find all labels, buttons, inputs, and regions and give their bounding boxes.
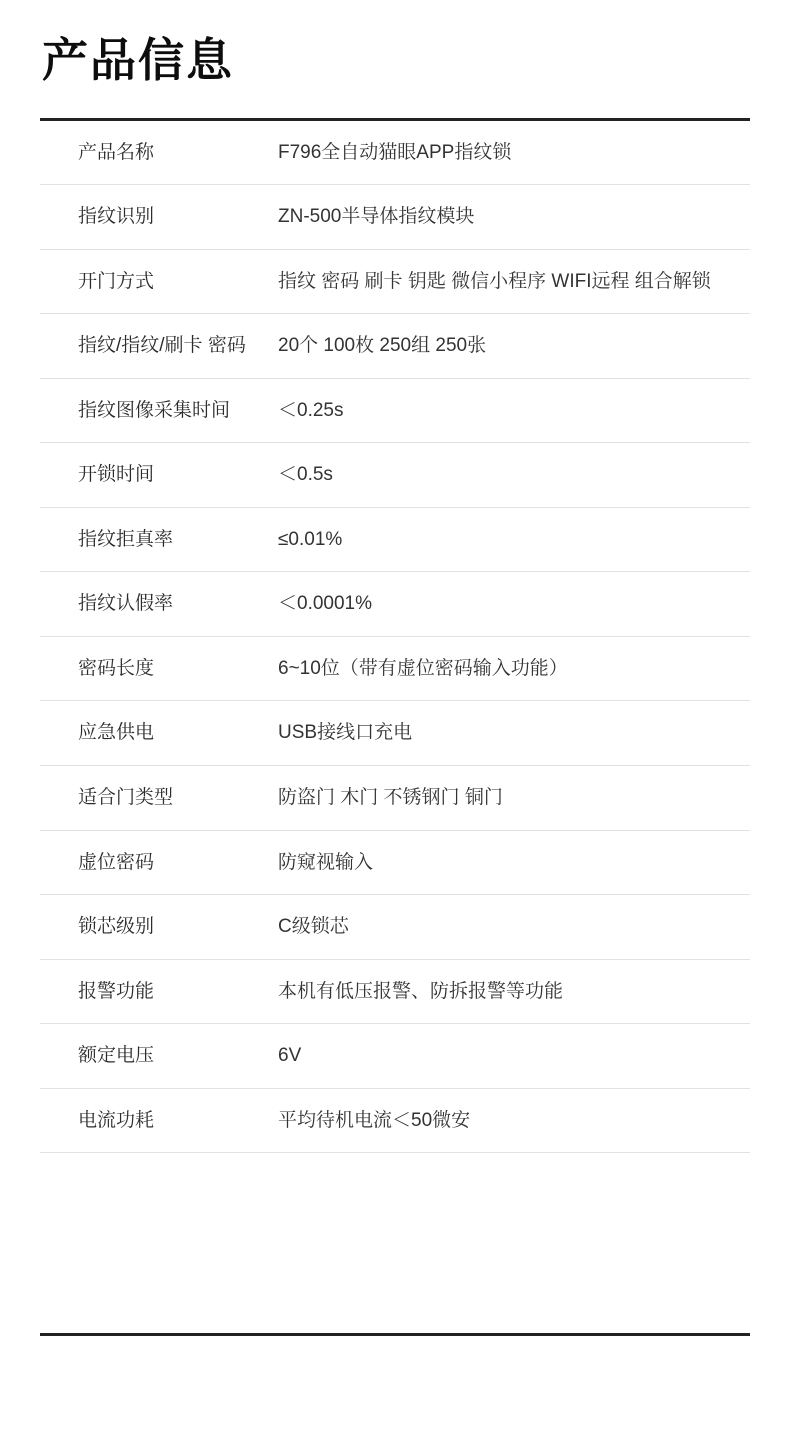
table-row	[40, 830, 750, 895]
table-row	[40, 959, 750, 1024]
spec-label: 产品名称	[78, 141, 155, 163]
spec-value: C级锁芯	[278, 916, 349, 938]
table-row	[40, 701, 750, 766]
table-row	[40, 507, 750, 572]
spec-label: 指纹认假率	[78, 593, 174, 615]
spec-value: 20个 100枚 250组 250张	[278, 335, 487, 357]
spec-label: 开锁时间	[78, 464, 155, 486]
spec-value: ＜0.5s	[278, 464, 333, 486]
spec-label: 锁芯级别	[78, 916, 155, 938]
spec-label: 密码长度	[78, 657, 155, 679]
spec-label: 指纹识别	[78, 206, 155, 228]
spec-value: ≤0.01%	[278, 528, 343, 550]
page-title: 产品信息	[42, 34, 234, 86]
table-row	[40, 572, 750, 637]
spec-value: ZN-500半导体指纹模块	[278, 206, 475, 228]
spec-value: 6~10位（带有虚位密码输入功能）	[278, 657, 568, 679]
table-row	[40, 249, 750, 314]
spec-value: 防盗门 木门 不锈钢门 铜门	[278, 786, 503, 808]
table-row	[40, 1088, 750, 1153]
spec-label: 电流功耗	[78, 1109, 155, 1131]
table-row	[40, 1024, 750, 1089]
spec-label: 报警功能	[78, 980, 155, 1002]
table-row	[40, 443, 750, 508]
spec-value: 6V	[278, 1045, 302, 1067]
table-row	[40, 765, 750, 830]
specification-table	[40, 121, 750, 1154]
table-row	[40, 378, 750, 443]
table-row	[40, 895, 750, 960]
spec-value: ＜0.0001%	[278, 593, 373, 615]
spec-value: 指纹 密码 刷卡 钥匙 微信小程序 WIFI远程 组合解锁	[278, 270, 711, 292]
spec-value: 本机有低压报警、防拆报警等功能	[278, 980, 564, 1002]
spec-label: 指纹拒真率	[78, 528, 174, 550]
table-row	[40, 636, 750, 701]
spec-label: 指纹/指纹/刷卡 密码	[78, 335, 246, 357]
table-row	[40, 185, 750, 250]
table-row	[40, 121, 750, 185]
spec-value: 防窥视输入	[278, 851, 374, 873]
spec-label: 指纹图像采集时间	[78, 399, 231, 421]
spec-value: USB接线口充电	[278, 722, 413, 744]
specification-table-body	[40, 121, 750, 1153]
spec-label: 适合门类型	[78, 786, 174, 808]
spec-label: 开门方式	[78, 270, 155, 292]
spec-label: 应急供电	[78, 722, 155, 744]
spec-value: F796全自动猫眼APP指纹锁	[278, 141, 512, 163]
bottom-divider	[40, 1333, 750, 1336]
spec-value: 平均待机电流＜50微安	[278, 1109, 471, 1131]
table-row	[40, 314, 750, 379]
spec-value: ＜0.25s	[278, 399, 344, 421]
spec-label: 额定电压	[78, 1045, 155, 1067]
spec-label: 虚位密码	[78, 851, 155, 873]
